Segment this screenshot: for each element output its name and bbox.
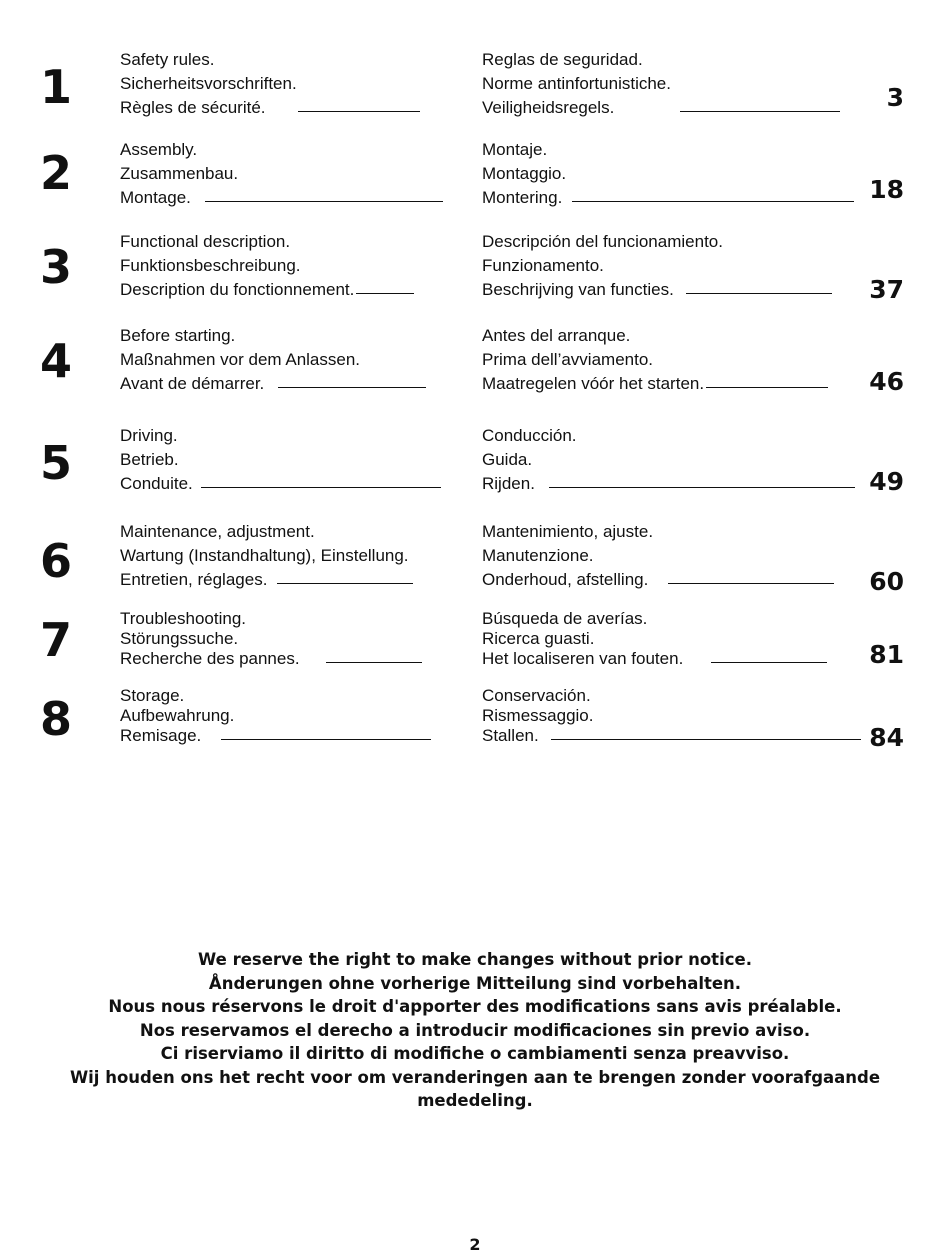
page-reference: 37: [869, 275, 904, 304]
leader-line: [221, 739, 431, 740]
notice-line-en: We reserve the right to make changes without prior notice.: [198, 950, 752, 969]
entry-nl: Onderhoud, afstelling.: [482, 570, 649, 589]
toc-right-column: [482, 520, 867, 592]
leader-line: [686, 293, 832, 294]
entry-es: Antes del arranque.: [482, 326, 631, 345]
entry-fr: Règles de sécurité.: [120, 98, 266, 117]
entry-en: Safety rules.: [120, 50, 215, 69]
entry-de: Aufbewahrung.: [120, 706, 235, 725]
section-number: 5: [40, 436, 73, 490]
entry-fr: Remisage.: [120, 726, 202, 745]
leader-line: [680, 111, 840, 112]
page-reference: 81: [869, 640, 904, 669]
toc-left-column: [120, 230, 460, 302]
entry-es: Reglas de seguridad.: [482, 50, 643, 69]
entry-en: Troubleshooting.: [120, 609, 247, 628]
toc-right-column: [482, 324, 867, 396]
page-reference: 46: [869, 367, 904, 396]
entry-it: Manutenzione.: [482, 546, 594, 565]
entry-nl: Veiligheidsregels.: [482, 98, 615, 117]
entry-nl: Montering.: [482, 188, 563, 207]
page-reference: 18: [869, 175, 904, 204]
entry-nl-row: [482, 726, 867, 746]
entry-en: Before starting.: [120, 326, 236, 345]
toc-left-column: [120, 609, 460, 669]
entry-it: Ricerca guasti.: [482, 629, 595, 648]
entry-fr-row: [120, 372, 460, 396]
entry-en: Maintenance, adjustment.: [120, 522, 315, 541]
leader-line: [572, 201, 854, 202]
toc-right-column: [482, 424, 867, 496]
entry-fr-row: [120, 278, 460, 302]
notice-line-nl: Wij houden ons het recht voor om veranderingen aan te brengen zonder voorafgaande: [69, 1067, 881, 1087]
entry-it: Funzionamento.: [482, 256, 604, 275]
entry-en: Driving.: [120, 426, 178, 445]
page-reference: 60: [869, 567, 904, 596]
toc-left-column: [120, 138, 460, 210]
entry-nl-row: [482, 186, 867, 210]
entry-fr-row: [120, 186, 460, 210]
leader-line: [706, 387, 828, 388]
entry-fr: Description du fonctionnement.: [120, 280, 355, 299]
entry-nl: Rijden.: [482, 474, 535, 493]
leader-line: [298, 111, 420, 112]
section-number: 8: [40, 692, 73, 746]
entry-it: Montaggio.: [482, 164, 567, 183]
entry-fr-row: [120, 649, 460, 669]
entry-nl-row: [482, 96, 867, 120]
entry-fr: Entretien, réglages.: [120, 570, 268, 589]
entry-nl-row: [482, 568, 867, 592]
leader-line: [551, 739, 861, 740]
notice-line-es: Nos reservamos el derecho a introducir modificaciones sin previo aviso.: [139, 1020, 811, 1040]
toc-left-column: [120, 424, 460, 496]
entry-de: Wartung (Instandhaltung), Einstellung.: [120, 546, 409, 565]
entry-fr: Avant de démarrer.: [120, 374, 265, 393]
leader-line: [277, 583, 413, 584]
entry-es: Descripción del funcionamiento.: [482, 232, 723, 251]
section-number: 3: [40, 240, 73, 294]
toc-right-column: [482, 230, 867, 302]
leader-line: [549, 487, 855, 488]
toc-left-column: [120, 48, 460, 120]
toc-right-column: [482, 686, 867, 746]
entry-it: Rismessaggio.: [482, 706, 594, 725]
section-number: 4: [40, 334, 73, 388]
entry-es: Conducción.: [482, 426, 577, 445]
entry-nl: Stallen.: [482, 726, 539, 745]
leader-line: [201, 487, 441, 488]
leader-line: [711, 662, 827, 663]
entry-fr: Recherche des pannes.: [120, 649, 300, 668]
page-reference: 3: [886, 83, 904, 112]
page-reference: 49: [869, 467, 904, 496]
section-number: 1: [40, 60, 73, 114]
entry-it: Norme antinfortunistiche.: [482, 74, 671, 93]
entry-es: Mantenimiento, ajuste.: [482, 522, 654, 541]
leader-line: [668, 583, 834, 584]
entry-en: Functional description.: [120, 232, 291, 251]
entry-nl: Beschrijving van functies.: [482, 280, 674, 299]
entry-de: Maßnahmen vor dem Anlassen.: [120, 350, 361, 369]
leader-line: [326, 662, 422, 663]
entry-nl: Het localiseren van fouten.: [482, 649, 684, 668]
notice-line-de: Ånderungen ohne vorherige Mitteilung sind vorbehalten.: [208, 973, 742, 993]
entry-fr-row: [120, 726, 460, 746]
entry-fr: Conduite.: [120, 474, 193, 493]
entry-es: Conservación.: [482, 686, 591, 705]
notice-line-it: Ci riserviamo il diritto di modifiche o cambiamenti senza preavviso.: [160, 1044, 790, 1063]
leader-line: [356, 293, 414, 294]
toc-right-column: [482, 609, 867, 669]
entry-de: Funktionsbeschreibung.: [120, 256, 301, 275]
notice-line-fr: Nous nous réservons le droit d'apporter des modifications sans avis préalable.: [108, 997, 842, 1016]
entry-it: Guida.: [482, 450, 533, 469]
entry-fr-row: [120, 472, 460, 496]
entry-en: Storage.: [120, 686, 185, 705]
entry-es: Montaje.: [482, 140, 548, 159]
entry-fr-row: [120, 568, 460, 592]
page-reference: 84: [869, 723, 904, 752]
toc-left-column: [120, 686, 460, 746]
entry-de: Sicherheitsvorschriften.: [120, 74, 297, 93]
toc-right-column: [482, 48, 867, 120]
entry-en: Assembly.: [120, 140, 198, 159]
entry-es: Búsqueda de averías.: [482, 609, 648, 628]
entry-de: Störungssuche.: [120, 629, 239, 648]
toc-left-column: [120, 520, 460, 592]
page-number: 2: [469, 1235, 481, 1254]
entry-de: Betrieb.: [120, 450, 179, 469]
section-number: 2: [40, 146, 73, 200]
entry-nl-row: [482, 372, 867, 396]
entry-it: Prima dell’avviamento.: [482, 350, 654, 369]
leader-line: [205, 201, 443, 202]
entry-fr: Montage.: [120, 188, 191, 207]
leader-line: [278, 387, 426, 388]
entry-de: Zusammenbau.: [120, 164, 239, 183]
section-number: 7: [40, 613, 73, 667]
disclaimer-notice: [0, 948, 950, 1113]
entry-nl-row: [482, 649, 867, 669]
entry-nl-row: [482, 278, 867, 302]
entry-nl-row: [482, 472, 867, 496]
toc-right-column: [482, 138, 867, 210]
entry-fr-row: [120, 96, 460, 120]
notice-line-nl-cont: mededeling.: [417, 1091, 533, 1110]
entry-nl: Maatregelen vóór het starten.: [482, 374, 705, 393]
section-number: 6: [40, 534, 73, 588]
toc-left-column: [120, 324, 460, 396]
